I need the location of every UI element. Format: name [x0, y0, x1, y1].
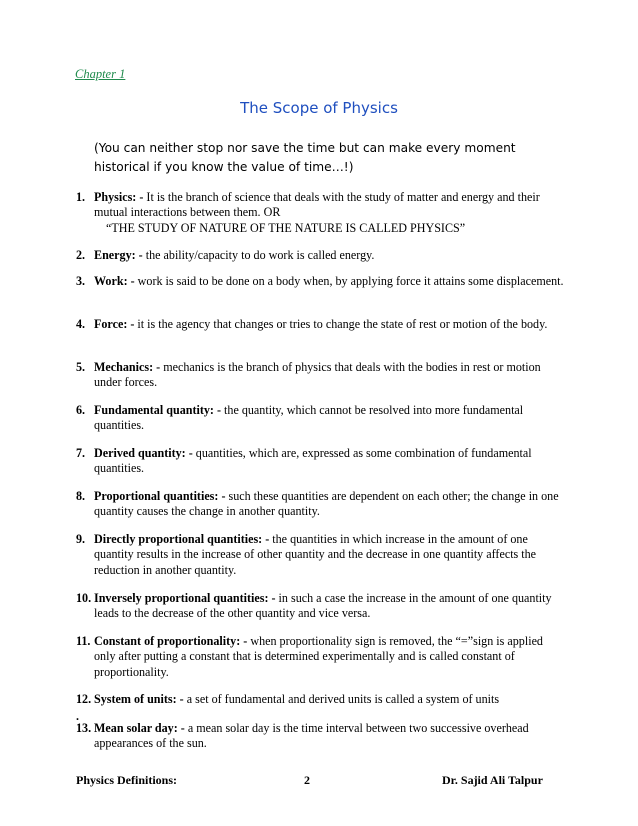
definition-item	[76, 317, 566, 332]
item-term: Proportional quantities: -	[94, 489, 226, 503]
item-number: 4.	[76, 317, 86, 331]
item-text: It is the branch of science that deals with the study of matter and energy and their mutual interactions between them. OR	[94, 190, 540, 220]
quote: (You can neither stop nor save the time but can make every moment historical if you know the value of time…!)	[94, 141, 516, 174]
definition-item	[76, 721, 566, 752]
item-text: the ability/capacity to do work is called energy.	[142, 248, 375, 262]
item-text: a set of fundamental and derived units is called a system of units	[183, 692, 500, 706]
item-term: Force: -	[94, 317, 135, 331]
item-term: Energy: -	[94, 248, 143, 262]
item-text: it is the agency that changes or tries to change the state of rest or motion of the body.	[134, 317, 548, 331]
definition-item	[76, 248, 566, 263]
definition-item	[76, 190, 566, 236]
item-number: 12.	[76, 692, 92, 706]
definition-item	[76, 634, 566, 680]
item-text: the quantity, which cannot be resolved into more fundamental quantities.	[94, 403, 524, 433]
definition-item	[76, 446, 566, 477]
definition-item	[76, 489, 566, 520]
item-number: 11.	[76, 634, 91, 648]
item-number: 9.	[76, 532, 86, 546]
item-number: 2.	[76, 248, 86, 262]
item-text: in such a case the increase in the amount of one quantity leads to the decrease of the other quantity and vice versa.	[94, 591, 552, 621]
item-text: a mean solar day is the time interval between two successive overhead appearances of the sun.	[94, 721, 529, 751]
item-term: Mechanics: -	[94, 360, 161, 374]
item-term: Directly proportional quantities: -	[94, 532, 270, 546]
item-extra: “THE STUDY OF NATURE OF THE NATURE IS CALLED PHYSICS”	[106, 220, 466, 235]
item-number: 6.	[76, 403, 86, 417]
item-number: 1.	[76, 190, 86, 204]
item-text: the quantities in which increase in the amount of one quantity results in the increase of other quantity and the decrease in one quantity affects the reduction in another quantity.	[94, 532, 537, 577]
item-text: quantities, which are, expressed as some combination of fundamental quantities.	[94, 446, 532, 476]
item-number: 8.	[76, 489, 86, 503]
item-number: 13.	[76, 721, 92, 735]
definition-item	[76, 274, 566, 289]
item-text: when proportionality sign is removed, the “=”sign is applied only after putting a constant that is determined experimentally and is called constant of proportionality.	[94, 634, 543, 679]
definition-item	[76, 360, 566, 391]
item-term: Mean solar day: -	[94, 721, 185, 735]
item-term: Work: -	[94, 274, 135, 288]
item-term: Fundamental quantity: -	[94, 403, 222, 417]
item-term: Physics: -	[94, 190, 144, 204]
item-term: Inversely proportional quantities: -	[94, 591, 276, 605]
item-text: such these quantities are dependent on each other; the change in one quantity causes the change in another quantity.	[94, 489, 559, 519]
definition-item	[76, 532, 566, 578]
item-term: Constant of proportionality: -	[94, 634, 248, 648]
item-term: System of units: -	[94, 692, 184, 706]
definition-item	[76, 692, 566, 707]
page-title: The Scope of Physics	[240, 99, 398, 117]
chapter-label: Chapter 1	[75, 67, 126, 81]
item-number: 7.	[76, 446, 86, 460]
page-number: 2	[304, 773, 310, 787]
definition-item	[76, 591, 566, 622]
item-text: work is said to be done on a body when, by applying force it attains some displacement.	[134, 274, 564, 288]
item-number: 10.	[76, 591, 92, 605]
item-number: 3.	[76, 274, 86, 288]
stray-dot: .	[76, 709, 79, 723]
item-number: 5.	[76, 360, 86, 374]
item-text: mechanics is the branch of physics that deals with the bodies in rest or motion under forces.	[94, 360, 541, 390]
definition-item	[76, 403, 566, 434]
footer-author: Dr. Sajid Ali Talpur	[442, 773, 543, 787]
footer-left: Physics Definitions:	[76, 773, 178, 787]
item-term: Derived quantity: -	[94, 446, 193, 460]
